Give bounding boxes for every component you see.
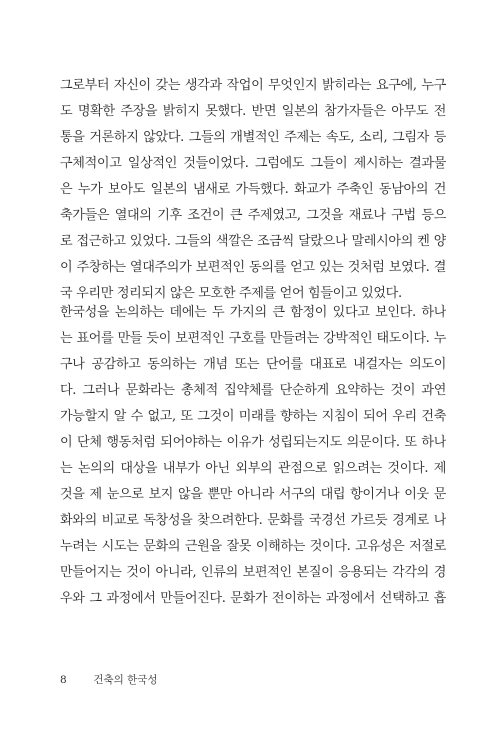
text-line: 축가들은 열대의 기후 조건이 큰 주제였고, 그것을 재료나 구법 등으 [60,208,446,223]
text-line: 화와의 비교로 독창성을 찾으려한다. 문화를 국경선 가르듯 경계로 나 [60,513,446,528]
text-line: 구체적이고 일상적인 것들이었다. 그럼에도 그들이 제시하는 결과물 [60,156,446,171]
text-line: 도 명확한 주장을 밝히지 못했다. 반면 일본의 참가자들은 아무도 전 [60,104,446,119]
text-line: 은 누가 보아도 일본의 냄새로 가득했다. 화교가 주축인 동남아의 건 [60,182,446,197]
text-line: 는 논의의 대상을 내부가 아닌 외부의 관점으로 읽으려는 것이다. 제 [60,461,446,476]
text-line: 누려는 시도는 문화의 근원을 잘못 이해하는 것이다. 고유성은 저절로 [60,539,446,554]
text-line: 우와 그 과정에서 만들어진다. 문화가 전이하는 과정에서 선택하고 흡 [60,591,446,606]
text-line: 만들어지는 것이 아니라, 인류의 보편적인 본질이 응용되는 각각의 경 [60,565,446,580]
text-line: 그로부터 자신이 갖는 생각과 작업이 무엇인지 밝히라는 요구에, 누구 [60,78,446,93]
text-line: 다. 그러나 문화라는 총체적 집약체를 단순하게 요약하는 것이 과연 [60,383,446,398]
text-line: 가능할지 알 수 없고, 또 그것이 미래를 향하는 지침이 되어 우리 건축 [60,409,446,424]
text-line: 이 단체 행동처럼 되어야하는 이유가 성립되는지도 의문이다. 또 하나 [60,435,446,450]
text-line: 한국성을 논의하는 데에는 두 가지의 큰 함정이 있다고 보인다. 하나 [60,305,446,320]
paragraph-1 [60,73,446,307]
text-line: 이 주창하는 열대주의가 보편적인 동의를 얻고 있는 것처럼 보였다. 결 [60,260,446,275]
text-line: 것을 제 눈으로 보지 않을 뿐만 아니라 서구의 대립 항이거나 이웃 문 [60,487,446,502]
text-line: 통을 거론하지 않았다. 그들의 개별적인 주제는 속도, 소리, 그림자 등 [60,130,446,145]
text-line: 로 접근하고 있었다. 그들의 색깔은 조금씩 달랐으나 말레시아의 켄 양 [60,234,446,249]
paragraph-2 [60,300,446,612]
text-line: 는 표어를 만들 듯이 보편적인 구호를 만들려는 강박적인 태도이다. 누 [60,331,446,346]
text-line: 국 우리만 정리되지 않은 모호한 주제를 얻어 힘들이고 있었다. [60,286,402,301]
running-title: 건축의 한국성 [93,674,158,686]
text-line: 구나 공감하고 동의하는 개념 또는 단어를 대표로 내걸자는 의도이 [60,357,446,372]
page-number: 8 [60,674,67,686]
page-footer [60,672,158,687]
